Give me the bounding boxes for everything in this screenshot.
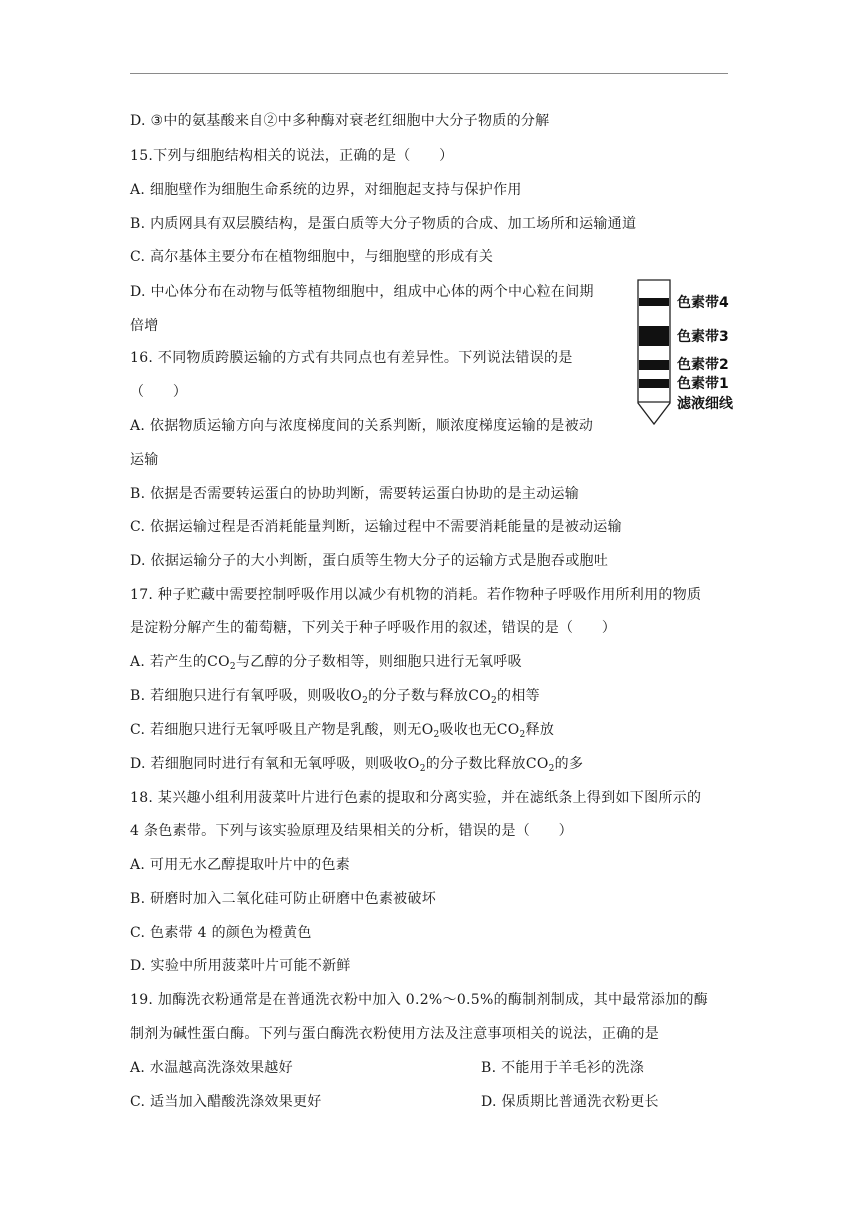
q18-option-b: B. 研磨时加入二氧化硅可防止研磨中色素被破坏 (130, 891, 437, 907)
pigment-band-3 (639, 326, 669, 346)
q16-option-a-line1: A. 依据物质运输方向与浓度梯度间的关系判断，顺浓度梯度运输的是被动 (130, 418, 594, 434)
q16-answer-bracket: （ ） (130, 384, 188, 400)
q18-option-c: C. 色素带 4 的颜色为橙黄色 (130, 925, 312, 941)
q18-stem-line1: 18. 某兴趣小组利用菠菜叶片进行色素的提取和分离实验，并在滤纸条上得到如下图所示的 (130, 790, 702, 806)
q18-stem-line2: 4 条色素带。下列与该实验原理及结果相关的分析，错误的是（ ） (130, 823, 573, 839)
label-band-4: 色素带4 (677, 295, 729, 311)
q16-option-b: B. 依据是否需要转运蛋白的协助判断，需要转运蛋白协助的是主动运输 (130, 486, 580, 502)
pigment-band-1 (639, 379, 669, 388)
q17-option-c: C. 若细胞只进行无氧呼吸且产物是乳酸，则无$O_2$吸收也无$CO_2$释放 (130, 722, 555, 740)
q19-stem-line1: 19. 加酶洗衣粉通常是在普通洗衣粉中加入 0.2%～0.5%的酶制剂制成，其中最常添加的酶 (130, 992, 709, 1008)
label-filtrate-line: 滤液细线 (677, 396, 733, 412)
q15-option-c: C. 高尔基体主要分布在植物细胞中，与细胞壁的形成有关 (130, 249, 494, 265)
q19-option-b: B. 不能用于羊毛衫的洗涤 (481, 1060, 645, 1076)
q15-stem: 15.下列与细胞结构相关的说法，正确的是（ ） (130, 148, 454, 164)
q15-option-b: B. 内质网具有双层膜结构，是蛋白质等大分子物质的合成、加工场所和运输通道 (130, 216, 637, 232)
q17-stem-line1: 17. 种子贮藏中需要控制呼吸作用以减少有机物的消耗。若作物种子呼吸作用所利用的物质 (130, 587, 702, 603)
label-band-3: 色素带3 (677, 329, 729, 345)
header-rule (130, 73, 728, 74)
q18-option-d: D. 实验中所用菠菜叶片可能不新鲜 (130, 958, 351, 974)
q15-option-d-line2: 倍增 (130, 318, 159, 334)
q16-option-c: C. 依据运输过程是否消耗能量判断，运输过程中不需要消耗能量的是被动运输 (130, 519, 622, 535)
label-band-2: 色素带2 (677, 357, 729, 373)
q19-option-c: C. 适当加入醋酸洗涤效果更好 (130, 1094, 322, 1110)
q17-option-d: D. 若细胞同时进行有氧和无氧呼吸，则吸收$O_2$的分子数比释放$CO_2$的多 (130, 756, 584, 774)
q19-stem-line2: 制剂为碱性蛋白酶。下列与蛋白酶洗衣粉使用方法及注意事项相关的说法，正确的是 (130, 1026, 660, 1042)
q17-option-b: B. 若细胞只进行有氧呼吸，则吸收$O_2$的分子数与释放$CO_2$的相等 (130, 688, 540, 706)
q17-option-a: A. 若产生的$CO_2$与乙醇的分子数相等，则细胞只进行无氧呼吸 (130, 654, 522, 672)
q16-stem: 16. 不同物质跨膜运输的方式有共同点也有差异性。下列说法错误的是 (130, 350, 573, 366)
q19-option-d: D. 保质期比普通洗衣粉更长 (481, 1094, 659, 1110)
pigment-band-4 (639, 298, 669, 306)
pigment-band-2 (639, 360, 669, 370)
q17-stem-line2: 是淀粉分解产生的葡萄糖，下列关于种子呼吸作用的叙述，错误的是（ ） (130, 620, 617, 636)
q15-option-a: A. 细胞壁作为细胞生命系统的边界，对细胞起支持与保护作用 (130, 182, 522, 198)
label-band-1: 色素带1 (677, 376, 729, 392)
q16-option-a-line2: 运输 (130, 452, 159, 468)
q14-option-d: D. ③中的氨基酸来自②中多种酶对衰老红细胞中大分子物质的分解 (130, 113, 550, 129)
q15-option-d-line1: D. 中心体分布在动物与低等植物细胞中，组成中心体的两个中心粒在间期 (130, 284, 594, 300)
q18-option-a: A. 可用无水乙醇提取叶片中的色素 (130, 857, 351, 873)
q19-option-a: A. 水温越高洗涤效果越好 (130, 1060, 293, 1076)
pigment-band-figure (636, 278, 758, 430)
q16-option-d: D. 依据运输分子的大小判断，蛋白质等生物大分子的运输方式是胞吞或胞吐 (130, 553, 609, 569)
